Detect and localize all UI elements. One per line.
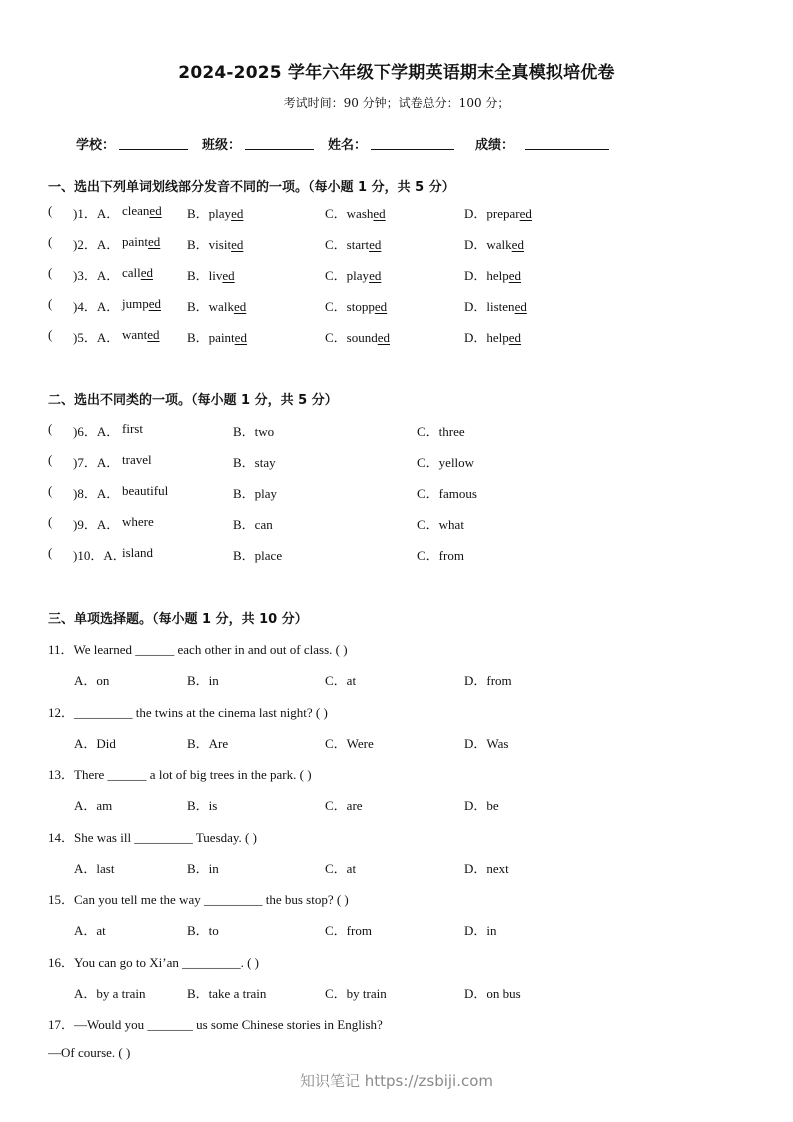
option-b[interactable]: [187, 327, 247, 346]
option-b-underlined: ed: [222, 268, 235, 283]
option-c-stem: C．sound: [325, 330, 378, 345]
option-d[interactable]: [464, 296, 527, 315]
answer-paren[interactable]: (: [48, 234, 53, 249]
score-label: 成绩：: [475, 138, 515, 153]
option-a-underlined: ed: [148, 234, 161, 249]
option-b[interactable]: B．take a train: [187, 986, 267, 1001]
question-number: )3．A．: [73, 268, 120, 283]
section3-heading: 三、单项选择题。（每小题 1 分，共 10 分）: [48, 612, 308, 627]
answer-paren[interactable]: (: [48, 452, 53, 467]
option-a[interactable]: A．last: [74, 860, 115, 876]
option-a-stem: paint: [122, 234, 148, 249]
option-c[interactable]: [325, 296, 387, 315]
option-c[interactable]: C．from: [325, 923, 372, 939]
option-b[interactable]: [187, 296, 246, 315]
option-d-stem: D．walk: [464, 237, 512, 252]
option-d[interactable]: D．Was: [464, 735, 509, 751]
option-a[interactable]: [122, 296, 161, 312]
option-b-underlined: ed: [231, 206, 244, 221]
answer-paren[interactable]: (: [48, 514, 53, 529]
option-a-stem: call: [122, 265, 141, 280]
option-b-stem: B．play: [187, 206, 232, 221]
option-b-stem: B．visit: [187, 237, 232, 252]
answer-paren[interactable]: (: [48, 483, 53, 498]
answer-paren[interactable]: (: [48, 296, 53, 311]
option-b-underlined: ed: [233, 299, 247, 314]
option-a[interactable]: A．at: [74, 923, 106, 939]
option-c[interactable]: [325, 234, 381, 253]
option-a[interactable]: travel: [122, 452, 152, 467]
page-title: 2024-2025 学年六年级下学期英语期末全真模拟培优卷: [178, 63, 615, 83]
option-a-underlined: ed: [140, 265, 154, 280]
question-number: )6．A．: [73, 424, 120, 439]
option-d-underlined: ed: [519, 206, 532, 221]
question-stem: 15．Can you tell me the way _________ the bus stop? ( ): [48, 892, 349, 908]
answer-paren[interactable]: (: [48, 265, 53, 280]
option-c[interactable]: C．what: [417, 517, 464, 532]
option-c[interactable]: [325, 203, 386, 222]
option-d-stem: D．help: [464, 268, 509, 283]
option-c-stem: C．stopp: [325, 299, 375, 314]
option-d[interactable]: D．next: [464, 860, 509, 876]
option-d-stem: D．listen: [464, 299, 515, 314]
option-c-underlined: ed: [369, 237, 382, 252]
option-d[interactable]: D．on bus: [464, 986, 521, 1001]
option-b[interactable]: B．can: [233, 517, 273, 532]
option-b-stem: B．paint: [187, 330, 235, 345]
option-b[interactable]: [187, 234, 243, 253]
answer-paren[interactable]: (: [48, 421, 53, 436]
option-c-underlined: ed: [374, 299, 388, 314]
option-a-stem: jump: [122, 296, 149, 311]
option-b[interactable]: B．in: [187, 860, 219, 876]
question-stem: 14．She was ill _________ Tuesday. ( ): [48, 829, 257, 845]
option-b-underlined: ed: [234, 330, 247, 345]
option-b[interactable]: B．in: [187, 673, 219, 688]
option-b[interactable]: B．two: [233, 424, 275, 439]
answer-paren[interactable]: (: [48, 203, 53, 218]
option-b-stem: B．walk: [187, 299, 234, 314]
answer-paren[interactable]: (: [48, 545, 53, 560]
answer-paren[interactable]: (: [48, 327, 53, 342]
option-b[interactable]: B．place: [233, 548, 283, 563]
option-d[interactable]: D．from: [464, 673, 512, 688]
option-b[interactable]: [187, 203, 243, 222]
class-label: 班级：: [202, 138, 242, 153]
question-number: )2．A．: [73, 237, 120, 252]
option-c[interactable]: C．famous: [417, 486, 477, 501]
question-number: )8．A．: [73, 486, 120, 501]
option-b[interactable]: B．stay: [233, 455, 276, 470]
option-d[interactable]: D．be: [464, 798, 499, 814]
exam-info-subtitle: 考试时间：90 分钟；试卷总分：100 分；: [283, 96, 510, 110]
option-a[interactable]: A．am: [74, 798, 113, 814]
option-a[interactable]: [122, 234, 160, 250]
option-a[interactable]: first: [122, 421, 143, 436]
option-b-stem: B．liv: [187, 268, 223, 283]
question-number: )10．A．: [73, 548, 126, 563]
question-number: )5．A．: [73, 330, 120, 345]
section1-heading: 一、选出下列单词划线部分发音不同的一项。（每小题 1 分，共 5 分）: [48, 180, 455, 195]
option-c[interactable]: [325, 265, 381, 284]
option-c[interactable]: C．three: [417, 424, 465, 439]
score-blank[interactable]: [525, 149, 609, 150]
option-d[interactable]: [464, 327, 521, 346]
option-a-underlined: ed: [147, 327, 160, 342]
option-c[interactable]: C．by train: [325, 986, 387, 1001]
option-a[interactable]: [122, 203, 162, 219]
option-a[interactable]: [122, 265, 153, 281]
option-b-underlined: ed: [231, 237, 244, 252]
option-d[interactable]: [464, 203, 532, 222]
option-a-stem: want: [122, 327, 148, 342]
option-c-stem: C．wash: [325, 206, 374, 221]
option-c[interactable]: C．at: [325, 860, 357, 876]
question-stem: 13．There ______ a lot of big trees in the park. ( ): [48, 767, 312, 783]
option-b[interactable]: [187, 265, 235, 284]
option-b[interactable]: B．to: [187, 923, 219, 939]
option-c-underlined: ed: [377, 330, 391, 345]
option-a[interactable]: island: [122, 545, 154, 560]
option-a[interactable]: where: [122, 514, 154, 529]
option-c-underlined: ed: [369, 268, 382, 283]
name-label: 姓名：: [328, 138, 368, 153]
option-d[interactable]: [464, 265, 521, 284]
section2-heading: 二、选出不同类的一项。（每小题 1 分，共 5 分）: [48, 393, 338, 408]
option-d[interactable]: [464, 234, 524, 253]
question-stem: 11．We learned ______ each other in and out of class. ( ): [48, 642, 348, 657]
question-number: )4．A．: [73, 299, 120, 314]
option-b[interactable]: B．play: [233, 486, 278, 501]
option-b[interactable]: B．is: [187, 798, 218, 814]
option-a-underlined: ed: [148, 296, 162, 311]
option-d-underlined: ed: [514, 299, 527, 314]
school-label: 学校：: [76, 138, 116, 153]
option-c[interactable]: C．yellow: [417, 455, 475, 470]
option-d-underlined: ed: [508, 268, 522, 283]
option-c-stem: C．play: [325, 268, 370, 283]
school-blank[interactable]: [119, 149, 188, 150]
question-17-line2: —Of course. ( ): [48, 1045, 131, 1060]
question-17-line1: 17．—Would you _______ us some Chinese stories in English?: [48, 1017, 383, 1032]
option-a[interactable]: A．Did: [74, 735, 116, 751]
option-d-underlined: ed: [508, 330, 522, 345]
option-a-underlined: ed: [149, 203, 162, 218]
question-stem: 12．_________ the twins at the cinema last night? ( ): [48, 704, 328, 720]
option-c[interactable]: C．at: [325, 673, 357, 688]
option-a[interactable]: [122, 327, 160, 343]
option-a[interactable]: A．by a train: [74, 986, 146, 1001]
option-d-stem: D．prepar: [464, 206, 520, 221]
option-a-stem: clean: [122, 203, 150, 218]
name-blank[interactable]: [371, 149, 454, 150]
option-c-stem: C．start: [325, 237, 370, 252]
option-b[interactable]: B．Are: [187, 735, 229, 751]
question-number: )7．A．: [73, 455, 120, 470]
question-stem: 16．You can go to Xi’an _________. ( ): [48, 955, 259, 970]
option-d-stem: D．help: [464, 330, 509, 345]
option-d-underlined: ed: [511, 237, 524, 252]
option-c[interactable]: C．from: [417, 548, 464, 563]
question-number: )9．A．: [73, 517, 120, 532]
option-c-underlined: ed: [373, 206, 386, 221]
option-a[interactable]: A．on: [74, 673, 110, 688]
watermark-footer: 知识笔记 https://zsbiji.com: [299, 1072, 494, 1090]
option-d[interactable]: D．in: [464, 923, 497, 939]
option-c[interactable]: C．Were: [325, 735, 374, 751]
option-a[interactable]: beautiful: [122, 483, 169, 498]
option-c[interactable]: C．are: [325, 798, 363, 814]
class-blank[interactable]: [245, 149, 314, 150]
option-c[interactable]: [325, 327, 390, 346]
question-number: )1．A．: [73, 206, 120, 221]
